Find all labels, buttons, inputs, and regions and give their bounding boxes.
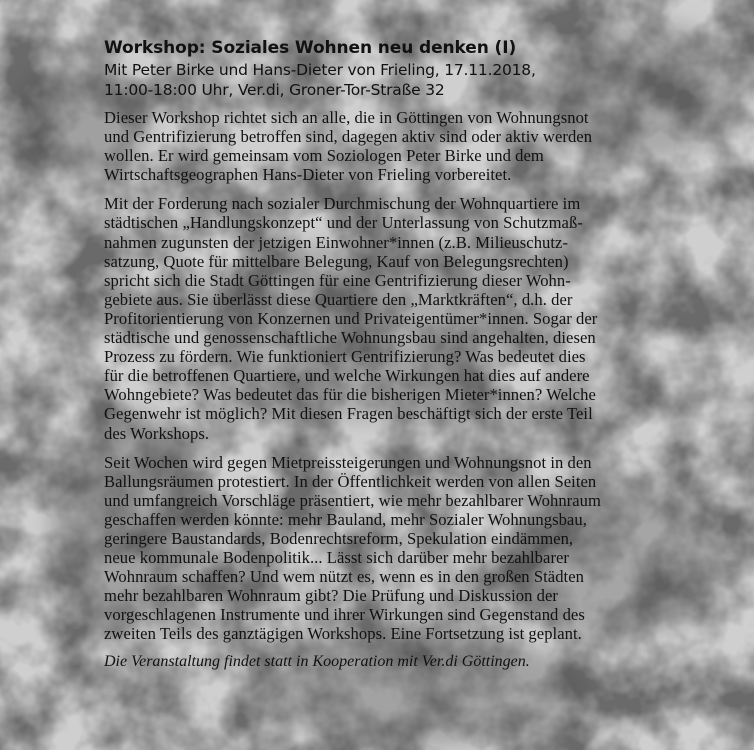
text-line: Wohngebiete? Was bedeutet das für die bisherigen Mieter*innen? Welche <box>104 385 596 405</box>
details-line: Mit Peter Birke und Hans-Dieter von Frieling, 17.11.2018, <box>104 61 536 79</box>
text-line: Mit der Forderung nach sozialer Durchmischung der Wohnquartiere im <box>104 194 581 214</box>
paragraph-intro <box>104 108 704 184</box>
document-body <box>104 38 704 671</box>
paragraph-gentrification <box>104 194 704 442</box>
text-line: Profitorientierung von Konzernen und Privateigentümer*innen. Sogar der <box>104 308 598 328</box>
text-line: vorgeschlagenen Instrumente und ihrer Wirkungen sind Gegenstand des <box>104 605 585 625</box>
text-line: Gegenwehr ist möglich? Mit diesen Fragen beschäftigt sich der erste Teil <box>104 404 593 424</box>
text-line: neue kommunale Bodenpolitik... Lässt sich darüber mehr bezahlbarer <box>104 548 570 568</box>
paragraph-housing <box>104 453 704 644</box>
text-line: geringere Baustandards, Bodenrechtsreform, Spekulation eindämmen, <box>104 528 574 548</box>
text-line: gebiete aus. Sie überlässt diese Quartiere den „Marktkräften“, d.h. der <box>104 289 573 309</box>
text-line: satzung, Quote für mittelbare Belegung, Kauf von Belegungsrechten) <box>104 251 569 271</box>
cooperation-note: Die Veranstaltung findet statt in Kooperation mit Ver.di Göttingen. <box>104 652 530 670</box>
text-line: Wohnraum schaffen? Und wem nützt es, wenn es in den großen Städten <box>104 567 584 587</box>
workshop-title: Workshop: Soziales Wohnen neu denken (I) <box>104 38 517 58</box>
text-line: mehr bezahlbaren Wohnraum gibt? Die Prüfung und Diskussion der <box>104 586 558 606</box>
text-line: Dieser Workshop richtet sich an alle, die in Göttingen von Wohnungsnot <box>104 108 589 127</box>
text-line: Seit Wochen wird gegen Mietpreissteigerungen und Wohnungsnot in den <box>104 452 592 472</box>
details-line: 11:00-18:00 Uhr, Ver.di, Groner-Tor-Straße 32 <box>104 81 445 99</box>
text-line: Ballungsräumen protestiert. In der Öffentlichkeit werden von allen Seiten <box>104 471 597 491</box>
text-line: Wirtschaftsgeographen Hans-Dieter von Frieling vorbereitet. <box>104 165 512 185</box>
text-line: für die betroffenen Quartiere, und welche Wirkungen hat dies auf andere <box>104 366 590 386</box>
text-line: spricht sich die Stadt Göttingen für eine Gentrifizierung dieser Wohn- <box>104 270 571 290</box>
text-line: geschaffen werden könnte: mehr Bauland, mehr Sozialer Wohnungsbau, <box>104 509 587 529</box>
text-line: und Gentrifizierung betroffen sind, dagegen aktiv sind oder aktiv werden <box>104 127 593 147</box>
text-line: wollen. Er wird gemeinsam vom Soziologen Peter Birke und dem <box>104 146 544 166</box>
text-line: städtische und genossenschaftliche Wohnungsbau sind angehalten, diesen <box>104 328 596 348</box>
text-line: nahmen zugunsten der jetzigen Einwohner*innen (z.B. Milieuschutz- <box>104 232 569 252</box>
text-line: städtischen „Handlungskonzept“ und der Unterlassung von Schutzmaß- <box>104 213 583 233</box>
text-line: des Workshops. <box>104 423 210 443</box>
text-line: und umfangreich Vorschläge präsentiert, wie mehr bezahlbarer Wohnraum <box>104 490 601 510</box>
text-line: zweiten Teils des ganztägigen Workshops. Eine Fortsetzung ist geplant. <box>104 624 582 644</box>
text-line: Prozess zu fördern. Wie funktioniert Gentrifizierung? Was bedeutet dies <box>104 347 586 367</box>
workshop-details <box>104 60 704 100</box>
